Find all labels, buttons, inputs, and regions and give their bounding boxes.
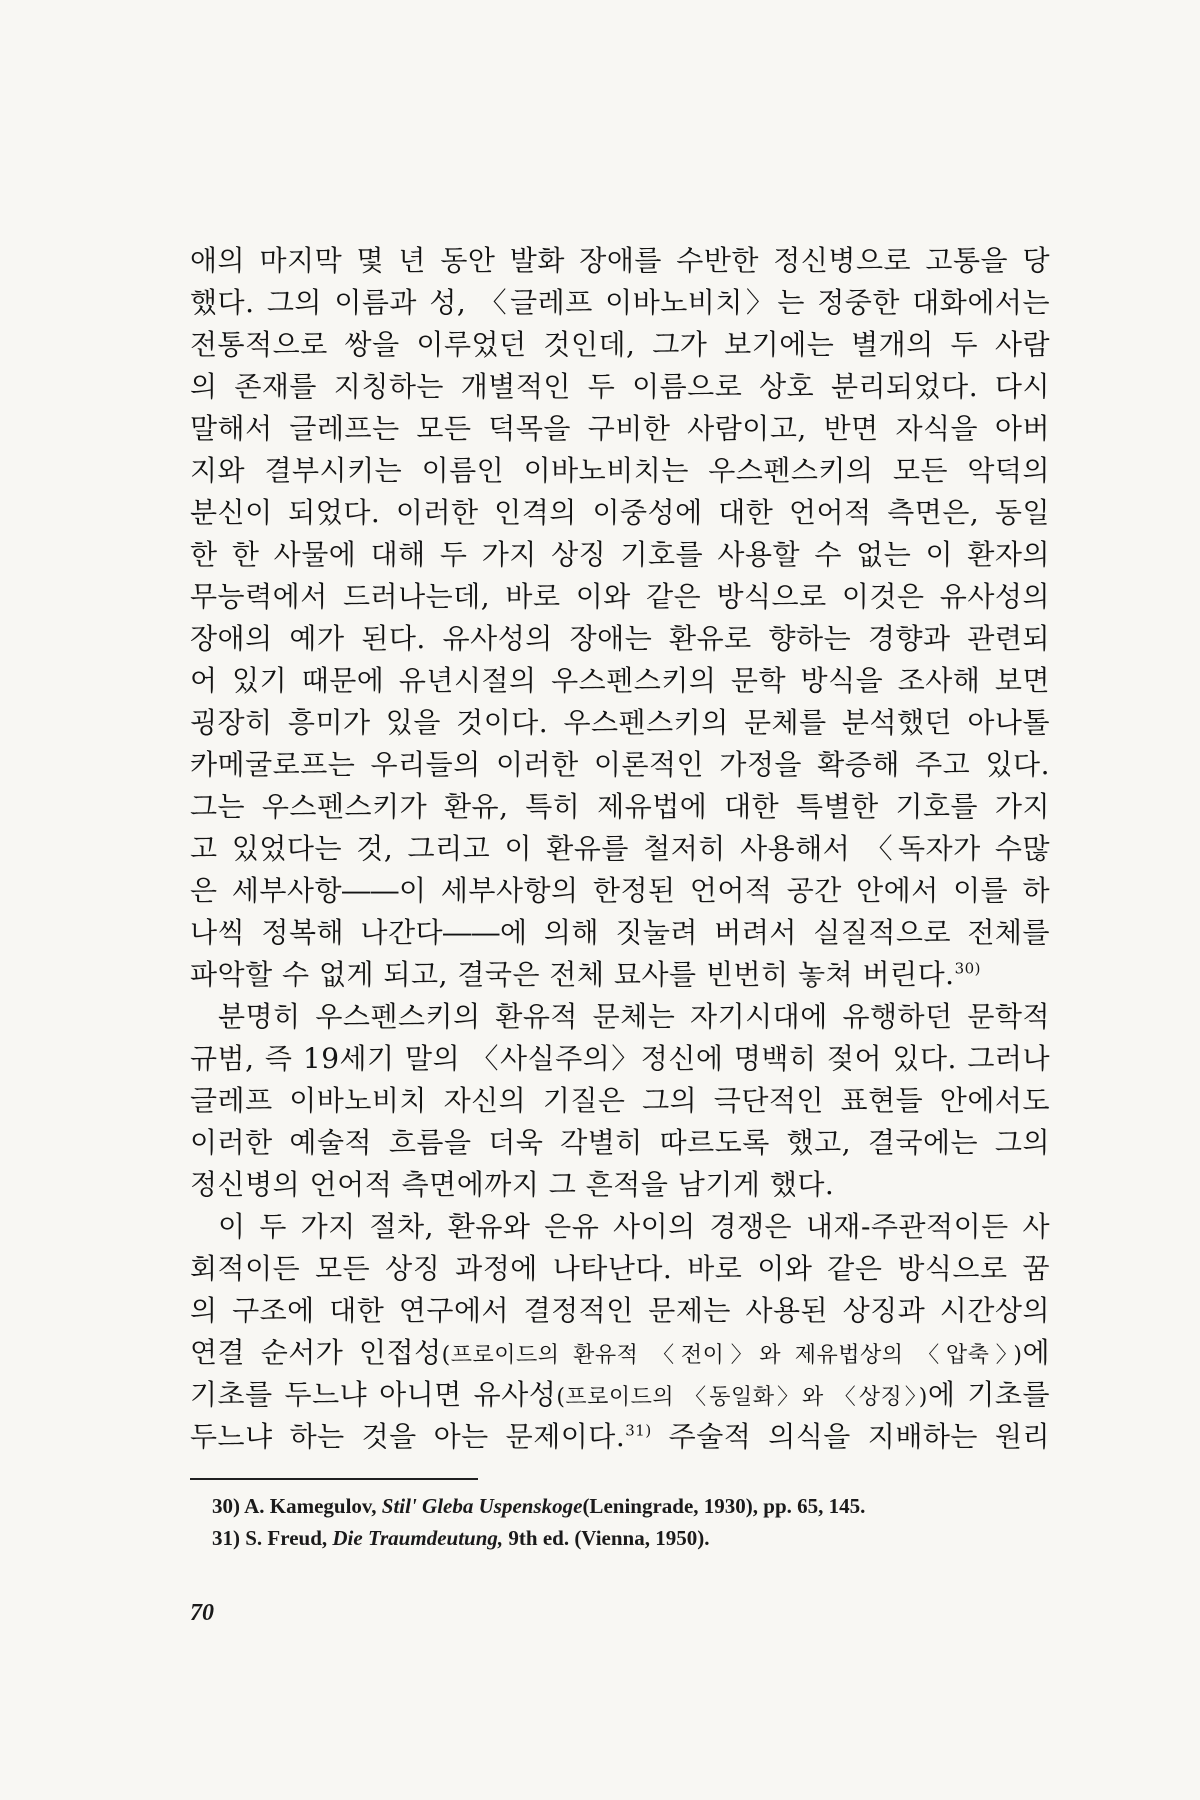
text-segment: 에 <box>1022 1336 1050 1369</box>
text-line <box>190 1416 1050 1458</box>
text-line: 규범, 즉 19세기 말의 〈사실주의〉정신에 명백히 젖어 있다. 그러나 <box>190 1042 1050 1075</box>
text-line <box>190 1374 1050 1416</box>
text-line <box>190 954 1050 996</box>
text-line: 전통적으로 쌍을 이루었던 것인데, 그가 보기에는 별개의 두 사람 <box>190 328 1050 361</box>
text-line: 고 있었다는 것, 그리고 이 환유를 철저히 사용해서 〈독자가 수많 <box>190 832 1050 865</box>
footnote-divider <box>190 1478 478 1480</box>
paragraph-start-line: 이 두 가지 절차, 환유와 은유 사이의 경쟁은 내재-주관적이든 사 <box>218 1210 1050 1243</box>
footnote-author: A. Kamegulov, <box>244 1494 377 1518</box>
text-line: 의 존재를 지칭하는 개별적인 두 이름으로 상호 분리되었다. 다시 <box>190 370 1050 403</box>
text-line: 그는 우스펜스키가 환유, 특히 제유법에 대한 특별한 기호를 가지 <box>190 790 1050 823</box>
footnote-author: S. Freud, <box>245 1526 328 1550</box>
text-line: 굉장히 흥미가 있을 것이다. 우스펜스키의 문체를 분석했던 아나톨 <box>190 706 1050 739</box>
footnote-30 <box>190 1490 1050 1522</box>
footnote-number: 30) <box>212 1494 240 1518</box>
text-line <box>190 1332 1050 1374</box>
footnote-ref-30: 30) <box>954 959 982 978</box>
text-line: 의 구조에 대한 연구에서 결정적인 문제는 사용된 상징과 시간상의 <box>190 1294 1050 1327</box>
footnote-details: 9th ed. (Vienna, 1950). <box>508 1526 710 1550</box>
text-segment: 에 기초를 <box>927 1378 1050 1411</box>
text-line: 지와 결부시키는 이름인 이바노비치는 우스펜스키의 모든 악덕의 <box>190 454 1050 487</box>
parenthetical-note: (프로이드의 환유적 〈전이〉와 제유법상의 〈압축〉) <box>441 1343 1023 1368</box>
text-line: 했다. 그의 이름과 성, 〈글레프 이바노비치〉는 정중한 대화에서는 <box>190 286 1050 319</box>
text-line: 어 있기 때문에 유년시절의 우스펜스키의 문학 방식을 조사해 보면 <box>190 664 1050 697</box>
footnote-title: Die Traumdeutung, <box>332 1526 504 1550</box>
text-segment: 주술적 의식을 지배하는 원리 <box>668 1420 1051 1453</box>
text-line: 은 세부사항――이 세부사항의 한정된 언어적 공간 안에서 이를 하 <box>190 874 1050 907</box>
body-text <box>190 240 1050 1458</box>
text-line: 분신이 되었다. 이러한 인격의 이중성에 대한 언어적 측면은, 동일 <box>190 496 1050 529</box>
text-line: 말해서 글레프는 모든 덕목을 구비한 사람이고, 반면 자식을 아버 <box>190 412 1050 445</box>
footnote-ref-31: 31) <box>625 1421 652 1440</box>
paragraph-start-line: 분명히 우스펜스키의 환유적 문체는 자기시대에 유행하던 문학적 <box>218 1000 1050 1033</box>
footnote-details: (Leningrade, 1930), pp. 65, 145. <box>582 1494 866 1518</box>
footnote-number: 31) <box>212 1526 240 1550</box>
text-line: 회적이든 모든 상징 과정에 나타난다. 바로 이와 같은 방식으로 꿈 <box>190 1252 1050 1285</box>
text-segment: 파악할 수 없게 되고, 결국은 전체 묘사를 빈번히 놓쳐 버린다. <box>190 958 955 991</box>
parenthetical-note: (프로이드의 〈동일화〉와 〈상징〉) <box>556 1385 928 1410</box>
text-segment: 두느냐 하는 것을 아는 문제이다. <box>190 1420 626 1453</box>
footnote-title: Stil' Gleba Uspenskoge <box>381 1494 583 1518</box>
text-line: 애의 마지막 몇 년 동안 발화 장애를 수반한 정신병으로 고통을 당 <box>190 244 1050 277</box>
footnotes <box>190 1490 1050 1554</box>
text-line: 한 한 사물에 대해 두 가지 상징 기호를 사용할 수 없는 이 환자의 <box>190 538 1050 571</box>
text-segment: 연결 순서가 인접성 <box>190 1336 442 1369</box>
text-line: 이러한 예술적 흐름을 더욱 각별히 따르도록 했고, 결국에는 그의 <box>190 1126 1050 1159</box>
page-number: 70 <box>190 1600 214 1626</box>
text-line: 카메굴로프는 우리들의 이러한 이론적인 가정을 확증해 주고 있다. <box>190 748 1050 781</box>
text-line: 무능력에서 드러나는데, 바로 이와 같은 방식으로 이것은 유사성의 <box>190 580 1050 613</box>
text-line: 나씩 정복해 나간다――에 의해 짓눌려 버려서 실질적으로 전체를 <box>190 916 1050 949</box>
text-line: 글레프 이바노비치 자신의 기질은 그의 극단적인 표현들 안에서도 <box>190 1084 1050 1117</box>
text-segment: 기초를 두느냐 아니면 유사성 <box>190 1378 557 1411</box>
text-line: 장애의 예가 된다. 유사성의 장애는 환유로 향하는 경향과 관련되 <box>190 622 1050 655</box>
text-line: 정신병의 언어적 측면에까지 그 흔적을 남기게 했다. <box>190 1168 835 1201</box>
footnote-31 <box>190 1522 1050 1554</box>
